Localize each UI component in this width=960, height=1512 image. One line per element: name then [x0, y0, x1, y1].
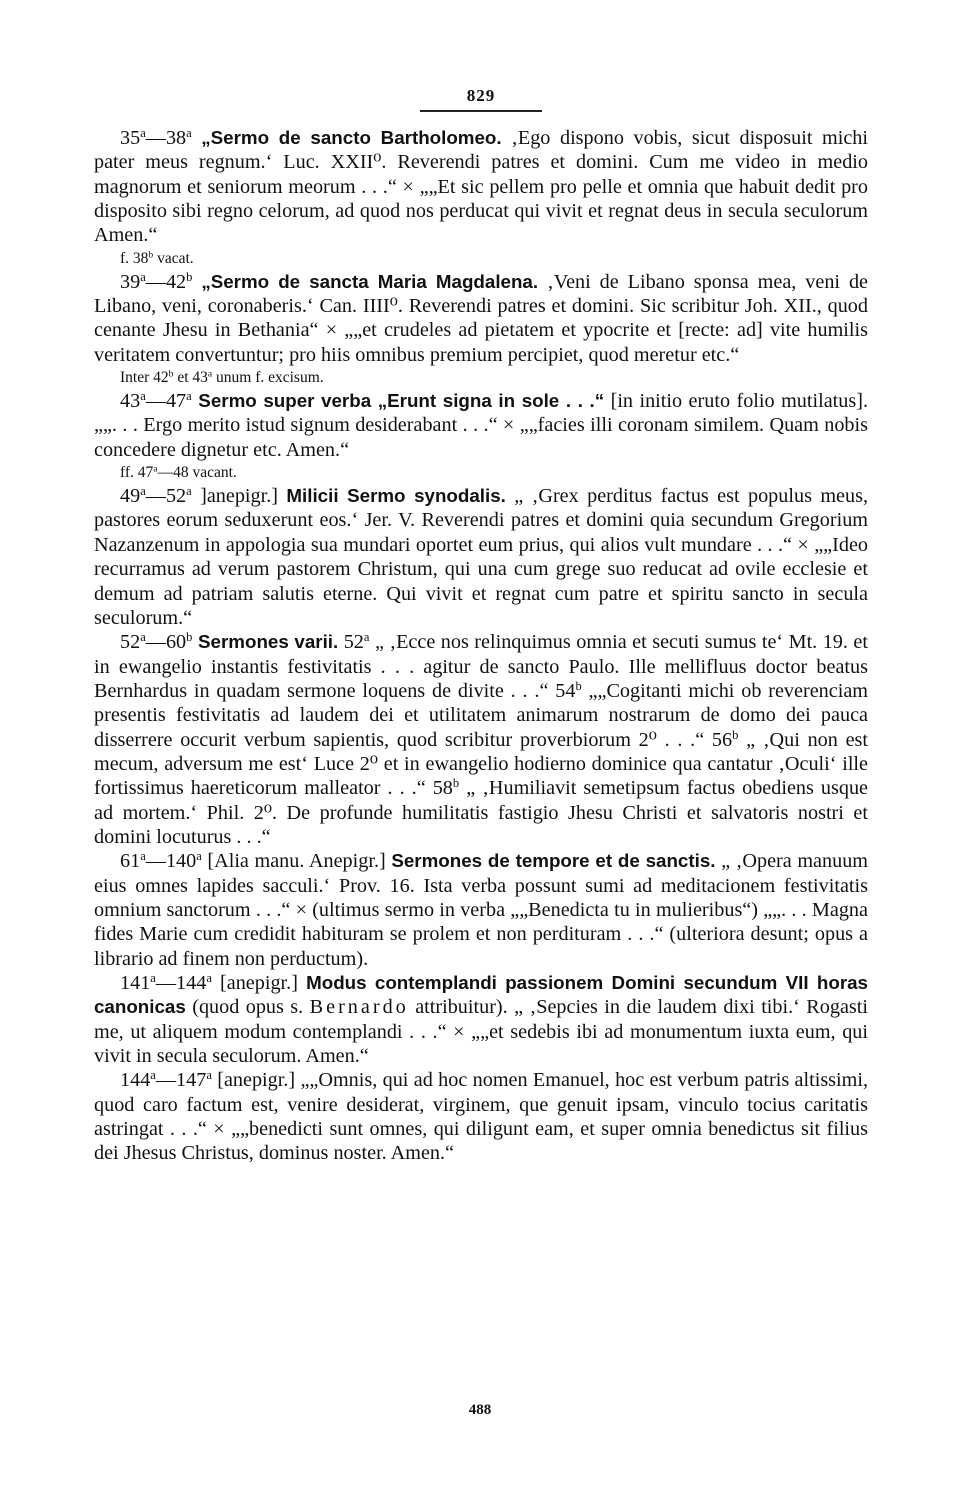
- folio-ref: 61$^a$—140$^a$: [120, 849, 202, 873]
- folio-ref: 43$^a$—47$^a$: [120, 389, 192, 413]
- entry-title: Sermones varii.: [192, 631, 339, 653]
- folio-ref: 49$^a$—52$^a$: [120, 484, 192, 508]
- entry-title: Sermo super verba „Erunt signa in sole . . .“: [191, 390, 605, 412]
- entry-sermo-bartholomeo: [94, 126, 868, 248]
- entry-text: ‚Veni de Libano sponsa mea, veni de Libano, veni, coronaberis.‘ Can. IIII⁰. Reverendi patres et domini. Sic scribitur Joh. XII., quod cenante Jhesu in Bethania“ × „„et crudeles ad pietatem et ypocrite et [recte: ad] vite humilis veritatem convertuntur; pro hiis omnibus premium percipiet, quod meretur etc.“: [94, 270, 869, 366]
- folio-ref: 144$^a$—147$^a$: [120, 1068, 212, 1092]
- entry-title: „Sermo de sancto Bartholomeo.: [201, 127, 502, 148]
- entry-title: Milicii Sermo synodalis.: [286, 485, 506, 507]
- entry-title: Sermones de tempore et de sanctis.: [391, 850, 716, 872]
- folio-ref: 35$^a$—38$^a$: [120, 126, 192, 149]
- entry-omnis-emanuel: [94, 1068, 868, 1165]
- entry-text: „ ‚Grex perditus factus est populus meus, pastores eorum seduxerunt eos.‘ Jer. V. Reverendi patres et domini quia secundum Gregorium Nazanzenum in appologia sua mundari oportet eum prius, qui alios vult mundare . . .“ × „„Ideo recurramus ad verum pastorem Christum, qui una cum grege suo reducat ad ovile ecclesie et demum ad patriam salutis eterne. Qui vivit et regnat cum patre et spiritu sancto in secula seculorum.“: [94, 485, 868, 629]
- catalog-text: [94, 126, 868, 1166]
- entry-sermones-varii: 52$^a$—60$^b$ Sermones varii. 52$^a$ „ ‚Ecce nos relinquimus omnia et secuti sumus te‘ Mt. 19. et in ewangelio instantis festivitatis . . . agitur de sancto Paulo. Ille mellifluus doctor beatus Bernhardus in quadam sermone loquens de divite . . .“ 54$^b$ „„Cogitanti michi ob reverenciam presentis festivitatis ad laudem dei et utilitatem animarum nostrarum de domo dei pauca disserrere occurit verbum sapientis, quod scribitur proverbiorum 2⁰ . . .“ 56$^b$ „ ‚Qui non est mecum, adversum me est‘ Luce 2⁰ et in ewangelio hodierno dominice qua cantatur ‚Oculi‘ ille fortissimus haereticorum malleator . . .“ 58$^b$ „ ‚Humiliavit semetipsum factus obediens usque ad mortem.‘ Phil. 2⁰. De profunde humilitatis fastigio Jhesu Christi et salvatoris nostri et domini locuturus . . .“: [94, 630, 869, 848]
- folio-number: 488: [468, 1402, 492, 1418]
- note-vacant: ff. 47$^a$—48 vacant.: [120, 463, 237, 482]
- entry-sermones-de-tempore: 61$^a$—140$^a$ [Alia manu. Anepigr.] Sermones de tempore et de sanctis. „ ‚Opera manuum eius omnes lapides sacculi.‘ Prov. 16. Ista verba possunt sumi ad meditacionem festivitatis omnium sanctorum . . .“ × (ultimus sermo in verba „„Benedicta tu in mulieribus“) „„. . . Magna fides Marie cum credidit habituram se prolem et non perdituram . . .“ (ulteriora desunt; opus a librario ad finem non perductum).: [94, 849, 868, 970]
- entry-sermo-magdalena: [94, 270, 868, 367]
- entry-text: [in initio eruto folio mutilatus]. „„. . . Ergo merito istud signum desiderabant . . .“ × „„facies illi coronam similem. Quam nobis concedere dignetur etc. Amen.“: [94, 390, 868, 461]
- page-number: 829: [466, 86, 496, 105]
- folio-ref: 141$^a$—144$^a$: [120, 971, 212, 994]
- folio-ref: 39$^a$—42$^b$: [120, 269, 193, 293]
- spaced-name: Bernardo: [309, 996, 409, 1019]
- entry-title: „Sermo de sancta Maria Magdalena.: [201, 270, 539, 292]
- entry-title: Modus contemplandi passionem Domini secundum VII horas canonicas: [94, 972, 868, 1018]
- folio-ref: 52$^a$—60$^b$: [120, 630, 193, 654]
- entry-modus-contemplandi: 141$^a$—144$^a$ [anepigr.] Modus contemplandi passionem Domini secundum VII horas canonicas (quod opus s. Bernardo attribuitur). „ ‚Sepcies in die laudem dixi tibi.‘ Rogasti me, ut aliquem modum contemplandi . . .“ × „„et sedebis ibi ad monumentum iuxta eum, qui vivit in secula seculorum. Amen.“: [94, 971, 868, 1068]
- catalog-page: [94, 86, 868, 1166]
- entry-sermo-signa: [94, 389, 868, 462]
- header-rule: [420, 110, 542, 112]
- note-vacat: f. 38$^b$ vacat.: [120, 249, 194, 267]
- entry-text: [anepigr.] „„Omnis, qui ad hoc nomen Emanuel, hoc est verbum patris altissimi, quod caro factum est, venire desiderat, virginem, que genuit ipsam, vinculo tocius caritatis astringat . . .“ × „„benedicti sunt omnes, qui diligunt eam, et super omnia benedictus sit filius dei Jhesus Christus, dominus noster. Amen.“: [94, 1069, 868, 1165]
- entry-text: ‚Ego dispono vobis, sicut disposuit michi pater meus regnum.‘ Luc. XXII⁰. Reverendi patres et domini. Cum me video in medio magnorum et seniorum meorum . . .“ × „„Et sic pellem pro pelle et omnia que habuit dedit pro disposito sibi regno celorum, ad quod nos perducat qui vivit et regnat deus in secula seculorum Amen.“: [94, 127, 868, 247]
- entry-text: „ ‚Opera manuum eius omnes lapides sacculi.‘ Prov. 16. Ista verba possunt sumi ad meditacionem festivitatis omnium sanctorum . . .“ × (ultimus sermo in verba „„Benedicta tu in mulieribus“) „„. . . Magna fides Marie cum credidit habituram se prolem et non perdituram . . .“ (ulteriora desunt; opus a librario ad finem non perductum).: [94, 850, 868, 970]
- note-excisum: Inter 42$^b$ et 43$^a$ unum f. excisum.: [120, 368, 324, 387]
- entry-milicii-sermo: 49$^a$—52$^a$ ]anepigr.] Milicii Sermo synodalis. „ ‚Grex perditus factus est populus meus, pastores eorum seduxerunt eos.‘ Jer. V. Reverendi patres et domini quia secundum Gregorium Nazanzenum in appologia sua mundari oportet eum prius, qui alios vult mundare . . .“ × „„Ideo recurramus ad verum pastorem Christum, qui una cum grege suo reducat ad ovile ecclesie et demum ad patriam salutis eterne. Qui vivit et regnat cum patre et spiritu sancto in secula seculorum.“: [94, 484, 868, 629]
